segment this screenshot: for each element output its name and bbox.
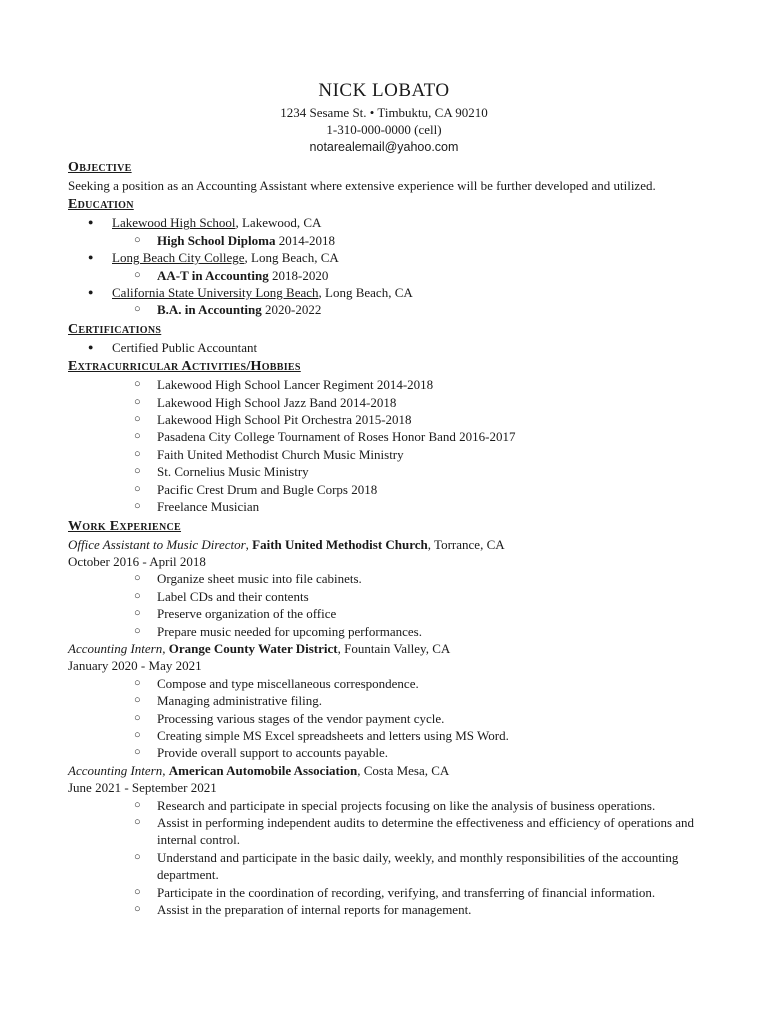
list-item: ○ Pacific Crest Drum and Bugle Corps 2018 <box>68 481 708 498</box>
education-list <box>68 214 708 318</box>
school-name: Long Beach City College <box>112 250 245 266</box>
list-item: ○ Managing administrative filing. <box>68 692 708 709</box>
job-dates: January 2020 - May 2021 <box>68 658 202 674</box>
list-item: ○ Processing various stages of the vendor payment cycle. <box>68 710 708 727</box>
job-title: Accounting Intern <box>68 640 163 656</box>
objective-text: Seeking a position as an Accounting Assistant where extensive experience will be further developed and utilized. <box>68 178 656 193</box>
school-location: , Long Beach, CA <box>318 285 413 301</box>
job-header <box>68 762 708 779</box>
list-item: ○ Participate in the coordination of recording, verifying, and transferring of financial information. <box>68 884 708 901</box>
list-item: ○ Lakewood High School Lancer Regiment 2014-2018 <box>68 376 708 393</box>
degree: AA-T in Accounting <box>157 267 269 283</box>
list-item: ○ Creating simple MS Excel spreadsheets and letters using MS Word. <box>68 727 708 744</box>
list-item <box>68 284 708 301</box>
list-item: ○ Faith United Methodist Church Music Ministry <box>68 446 708 463</box>
list-item: ○ Pasadena City College Tournament of Roses Honor Band 2016-2017 <box>68 428 708 445</box>
list-item: ○ Label CDs and their contents <box>68 588 708 605</box>
phone: 1-310-000-0000 (cell) <box>326 122 442 137</box>
list-item <box>68 214 708 231</box>
list-item: ○ Compose and type miscellaneous correspondence. <box>68 675 708 692</box>
job-dates: October 2016 - April 2018 <box>68 553 206 569</box>
email: notarealemail@yahoo.com <box>309 140 459 154</box>
job-header <box>68 640 708 657</box>
list-item: ○ Research and participate in special projects focusing on like the analysis of business operations. <box>68 797 708 814</box>
job-header <box>68 536 708 553</box>
job-location: , Torrance, CA <box>427 536 505 552</box>
job-title: Accounting Intern <box>68 762 163 778</box>
school-name: Lakewood High School <box>112 215 236 231</box>
resume-body <box>68 157 708 918</box>
list-item: ○ Assist in the preparation of internal reports for management. <box>68 901 708 918</box>
job-location: , Fountain Valley, CA <box>337 640 451 656</box>
list-item: ○ Prepare music needed for upcoming performances. <box>68 623 708 640</box>
job-org: Faith United Methodist Church <box>252 536 428 552</box>
list-item: ○ Freelance Musician <box>68 498 708 515</box>
school-name: California State University Long Beach <box>112 285 319 301</box>
list-item <box>68 267 708 284</box>
candidate-name: NICK LOBATO <box>318 80 450 101</box>
degree: B.A. in Accounting <box>157 302 262 318</box>
job-dates: June 2021 - September 2021 <box>68 780 217 796</box>
school-location: , Long Beach, CA <box>244 250 339 266</box>
list-item: ● Certified Public Accountant <box>68 339 708 356</box>
list-item <box>68 232 708 249</box>
degree-years: 2014-2018 <box>275 232 336 248</box>
list-item: ○ Understand and participate in the basic daily, weekly, and monthly responsibilities of the accounting department. <box>68 849 708 884</box>
certifications-list <box>68 339 708 356</box>
address: 1234 Sesame St. • Timbuktu, CA 90210 <box>280 105 488 120</box>
job-sep: , <box>245 536 253 552</box>
extracurricular-list <box>68 376 708 515</box>
list-item: ○ Preserve organization of the office <box>68 605 708 622</box>
list-item: ○ Lakewood High School Pit Orchestra 2015-2018 <box>68 411 708 428</box>
job-org: Orange County Water District <box>168 640 338 656</box>
job-sep: , <box>162 762 169 778</box>
list-item: ○ Lakewood High School Jazz Band 2014-2018 <box>68 394 708 411</box>
job-location: , Costa Mesa, CA <box>357 762 450 778</box>
degree-years: 2018-2020 <box>268 267 329 283</box>
extracurricular-heading: Extracurricular Activities/Hobbies <box>68 359 301 375</box>
list-item <box>68 249 708 266</box>
list-item <box>68 301 708 318</box>
list-item: ○ St. Cornelius Music Ministry <box>68 463 708 480</box>
job-title: Office Assistant to Music Director <box>68 536 246 552</box>
degree-years: 2020-2022 <box>261 302 322 318</box>
job-sep: , <box>162 640 169 656</box>
school-location: , Lakewood, CA <box>235 215 322 231</box>
work-heading: Work Experience <box>68 518 182 534</box>
degree: High School Diploma <box>157 232 276 248</box>
job-duties <box>68 675 708 762</box>
list-item: ○ Provide overall support to accounts payable. <box>68 744 708 761</box>
education-heading: Education <box>68 197 134 213</box>
job-duties <box>68 570 708 640</box>
list-item: ○ Assist in performing independent audits to determine the effectiveness and efficiency of operations and internal control. <box>68 814 708 849</box>
job-duties <box>68 797 708 919</box>
list-item: ○ Organize sheet music into file cabinets. <box>68 570 708 587</box>
objective-heading: Objective <box>68 160 132 175</box>
job-org: American Automobile Association <box>168 762 358 778</box>
certifications-heading: Certifications <box>68 321 162 337</box>
